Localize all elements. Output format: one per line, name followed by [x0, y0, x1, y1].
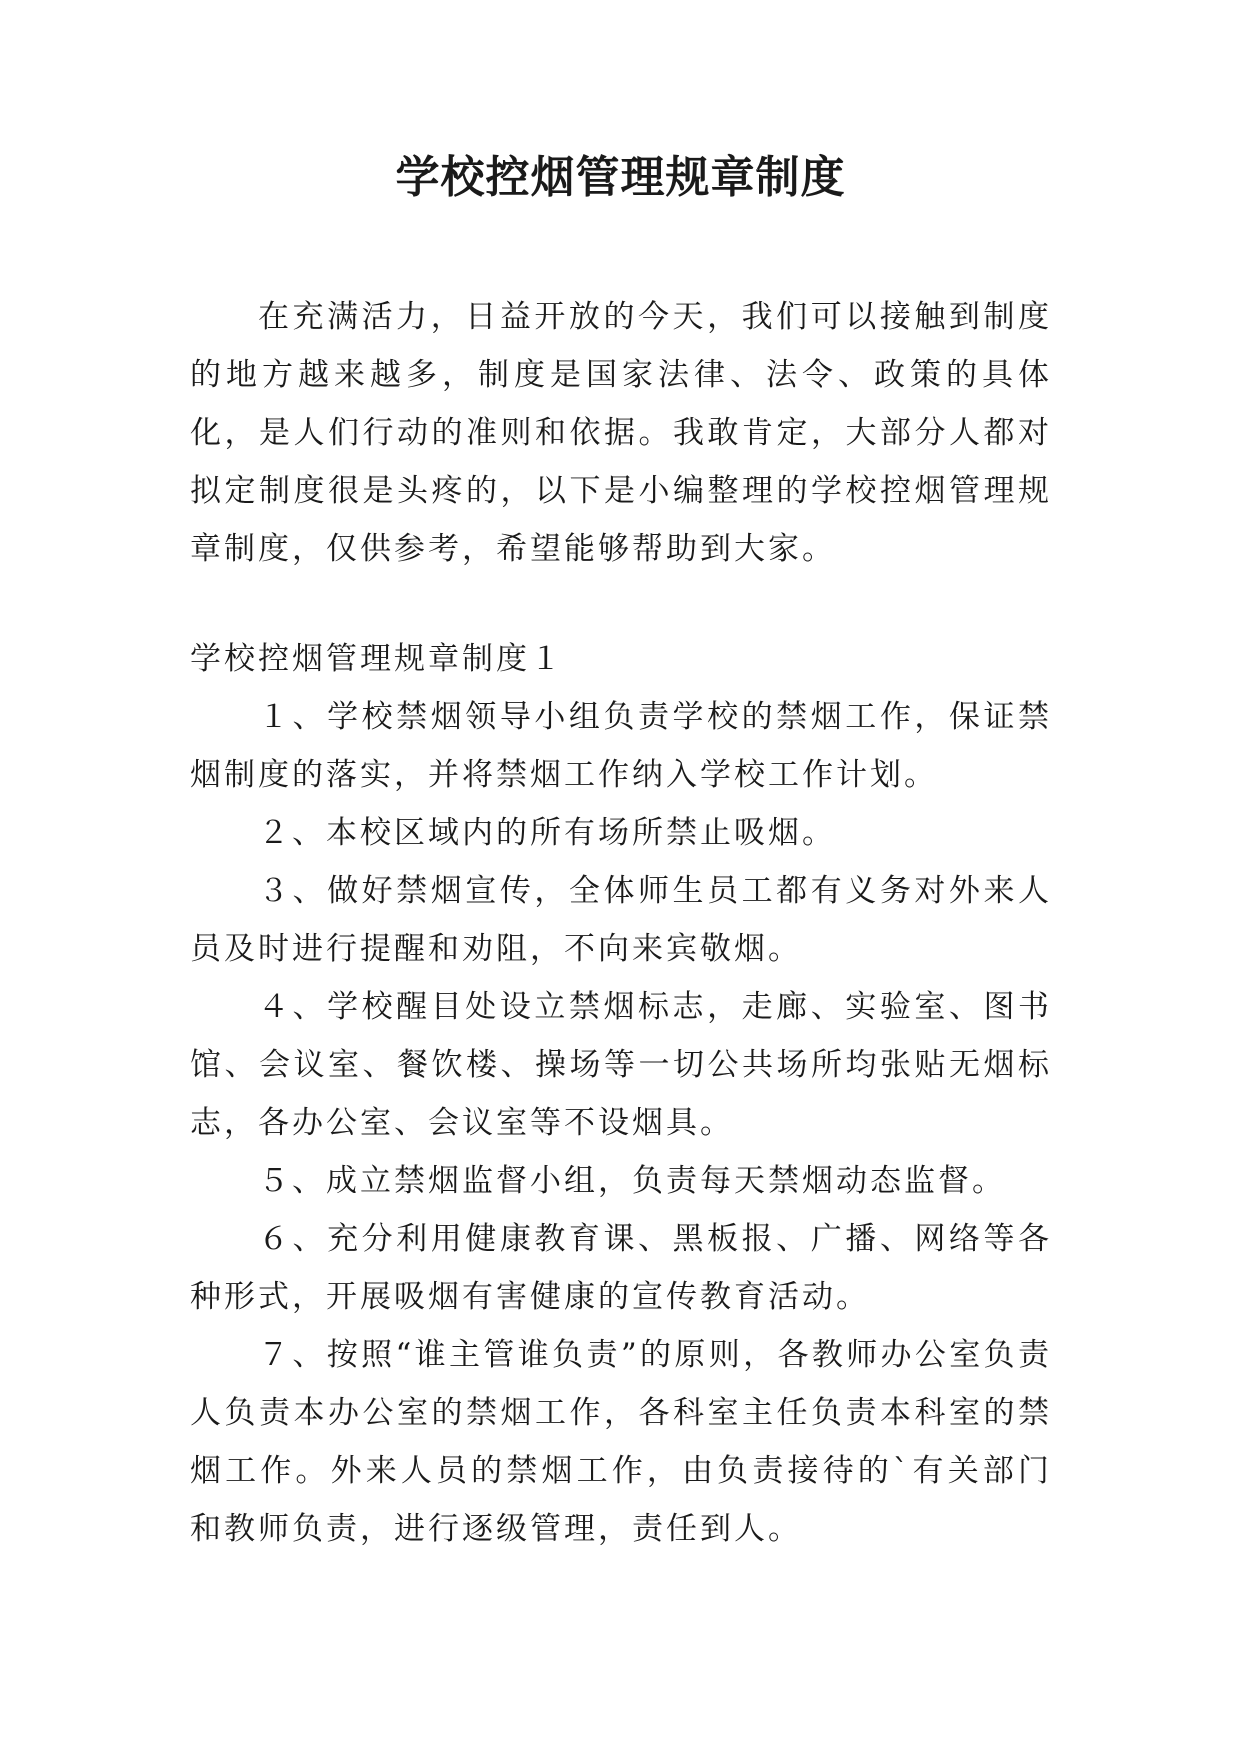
section-heading: 学校控烟管理规章制度１ [190, 641, 564, 677]
intro-paragraph: 在充满活力，日益开放的今天，我们可以接触到制度的地方越来越多，制度是国家法律、法令、政策的具体化，是人们行动的准则和依据。我敢肯定，大部分人都对拟定制度很是头疼的，以下是小编整理的学校控烟管理规章制度，仅供参考，希望能够帮助到大家。 [190, 299, 1052, 567]
rule-list [190, 688, 1052, 1558]
document-title: 学校控烟管理规章制度 [395, 152, 846, 203]
rule-item-6: ６、充分利用健康教育课、黑板报、广播、网络等各种形式，开展吸烟有害健康的宣传教育活动。 [190, 1221, 1052, 1315]
rule-item-3: ３、做好禁烟宣传，全体师生员工都有义务对外来人员及时进行提醒和劝阻，不向来宾敬烟。 [190, 873, 1052, 967]
rule-item-5: ５、成立禁烟监督小组，负责每天禁烟动态监督。 [258, 1163, 1006, 1199]
rule-item-2: ２、本校区域内的所有场所禁止吸烟。 [258, 815, 836, 851]
rule-item-4: ４、学校醒目处设立禁烟标志，走廊、实验室、图书馆、会议室、餐饮楼、操场等一切公共场所均张贴无烟标志，各办公室、会议室等不设烟具。 [190, 989, 1052, 1141]
rule-item-7: ７、按照“谁主管谁负责”的原则，各教师办公室负责人负责本办公室的禁烟工作，各科室主任负责本科室的禁烟工作。外来人员的禁烟工作，由负责接待的`有关部门和教师负责，进行逐级管理，责任到人。 [190, 1337, 1052, 1547]
rule-item-1: １、学校禁烟领导小组负责学校的禁烟工作，保证禁烟制度的落实，并将禁烟工作纳入学校工作计划。 [190, 699, 1052, 793]
